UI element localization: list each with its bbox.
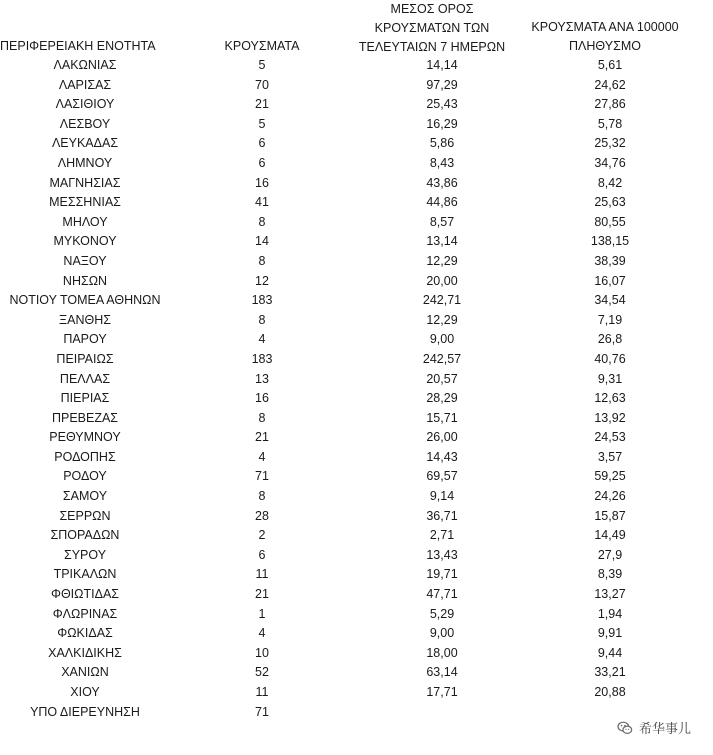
cell-per-100000: 14,49 <box>594 528 626 543</box>
cell-average: 13,43 <box>426 547 458 562</box>
table-row <box>0 507 713 527</box>
table-row <box>0 389 713 409</box>
table-row <box>0 154 713 174</box>
cell-average: 8,43 <box>429 155 455 170</box>
table-row <box>0 232 713 252</box>
cell-region: ΠΑΡΟΥ <box>63 332 107 347</box>
header-average <box>352 0 512 57</box>
cell-cases: 11 <box>255 567 269 582</box>
table-row <box>0 95 713 115</box>
header-average-line3: ΤΕΛΕΥΤΑΙΩΝ 7 ΗΜΕΡΩΝ <box>358 40 506 54</box>
cell-region: ΧΙΟΥ <box>70 685 100 699</box>
cell-per-100000: 13,92 <box>594 410 626 425</box>
cell-per-100000: 138,15 <box>590 234 630 249</box>
cell-cases: 183 <box>251 351 273 366</box>
cell-region: ΛΑΣΙΘΙΟΥ <box>55 97 115 112</box>
header-per-line2: ΠΛΗΘΥΣΜΟ <box>569 39 641 53</box>
cell-region: ΡΕΘΥΜΝΟΥ <box>49 430 121 445</box>
cell-average: 9,00 <box>429 626 455 641</box>
cell-region: ΜΑΓΝΗΣΙΑΣ <box>49 175 121 190</box>
cell-average: 20,57 <box>426 371 458 386</box>
cell-average: 97,29 <box>426 77 458 92</box>
cell-average: 14,14 <box>426 58 458 72</box>
cell-region: ΛΑΚΩΝΙΑΣ <box>53 58 117 72</box>
header-average-line1: ΜΕΣΟΣ ΟΡΟΣ <box>390 2 474 16</box>
cell-average: 242,57 <box>422 351 462 366</box>
cell-per-100000: 59,25 <box>594 469 626 484</box>
cell-cases: 6 <box>258 547 266 562</box>
cell-average: 14,43 <box>426 449 458 464</box>
cell-cases: 5 <box>258 58 266 72</box>
cell-region: ΜΕΣΣΗΝΙΑΣ <box>49 195 121 210</box>
cell-cases: 28 <box>255 508 269 523</box>
cell-average: 69,57 <box>426 469 458 484</box>
table-header <box>0 0 713 56</box>
table-row <box>0 350 713 370</box>
cell-average: 28,29 <box>426 391 458 406</box>
cell-region: ΣΥΡΟΥ <box>63 547 107 562</box>
cell-cases: 71 <box>255 469 269 484</box>
cell-cases: 16 <box>255 175 269 190</box>
cell-region: ΝΟΤΙΟΥ ΤΟΜΕΑ ΑΘΗΝΩΝ <box>9 293 161 308</box>
cell-cases: 6 <box>258 155 266 170</box>
table-row <box>0 409 713 429</box>
table-row <box>0 428 713 448</box>
cell-region: ΧΑΛΚΙΔΙΚΗΣ <box>48 645 122 660</box>
cell-region: ΦΛΩΡΙΝΑΣ <box>52 606 118 621</box>
cell-average: 2,71 <box>429 528 455 543</box>
cell-region: ΡΟΔΟΠΗΣ <box>54 449 116 464</box>
cell-cases: 14 <box>255 234 269 249</box>
cell-cases: 41 <box>255 195 269 210</box>
cell-cases: 11 <box>255 685 269 699</box>
cell-region: ΣΑΜΟΥ <box>62 489 108 504</box>
cell-per-100000: 16,07 <box>594 273 626 288</box>
header-region: ΠΕΡΙΦΕΡΕΙΑΚΗ ΕΝΟΤΗΤΑ <box>0 39 156 53</box>
cell-cases: 21 <box>255 97 269 112</box>
cell-average: 15,71 <box>426 410 458 425</box>
cell-average: 12,29 <box>426 312 458 327</box>
cell-region: ΠΡΕΒΕΖΑΣ <box>51 410 119 425</box>
cell-average: 9,14 <box>429 489 455 504</box>
cell-average: 19,71 <box>426 567 458 582</box>
table-row <box>0 683 713 703</box>
cell-region: ΛΕΥΚΑΔΑΣ <box>51 136 119 151</box>
cell-region: ΠΕΛΛΑΣ <box>59 371 111 386</box>
cell-per-100000: 34,54 <box>594 293 626 308</box>
cell-cases: 21 <box>255 587 269 602</box>
table-row <box>0 663 713 683</box>
cell-region: ΧΑΝΙΩΝ <box>61 665 109 680</box>
table-row <box>0 272 713 292</box>
header-average-line2: ΚΡΟΥΣΜΑΤΩΝ ΤΩΝ <box>374 21 490 35</box>
cell-region: ΡΟΔΟΥ <box>63 469 107 484</box>
cell-per-100000: 9,91 <box>597 626 623 641</box>
cell-region: ΠΕΙΡΑΙΩΣ <box>56 351 114 366</box>
cell-region: ΛΕΣΒΟΥ <box>59 116 111 131</box>
cell-region: ΣΠΟΡΑΔΩΝ <box>50 528 120 543</box>
cell-region: ΝΑΞΟΥ <box>63 253 107 268</box>
cell-per-100000: 27,86 <box>594 97 626 112</box>
cell-per-100000: 26,8 <box>597 332 623 347</box>
cell-per-100000: 20,88 <box>594 685 626 699</box>
table-row <box>0 565 713 585</box>
cell-region: ΞΑΝΘΗΣ <box>59 312 111 327</box>
cell-region: ΣΕΡΡΩΝ <box>59 508 111 523</box>
cell-per-100000: 12,63 <box>594 391 626 406</box>
table-row <box>0 467 713 487</box>
cell-cases: 8 <box>258 214 266 229</box>
cell-average: 12,29 <box>426 253 458 268</box>
cell-region: ΝΗΣΩΝ <box>62 273 108 288</box>
cell-per-100000: 15,87 <box>594 508 626 523</box>
cell-per-100000: 13,27 <box>594 587 626 602</box>
cell-per-100000: 24,62 <box>594 77 626 92</box>
cell-average: 17,71 <box>426 685 458 699</box>
cell-cases: 4 <box>258 626 266 641</box>
cell-per-100000: 8,39 <box>597 567 623 582</box>
cell-region: ΦΘΙΩΤΙΔΑΣ <box>50 587 120 602</box>
cell-per-100000: 1,94 <box>597 606 623 621</box>
cell-cases: 21 <box>255 430 269 445</box>
table-row <box>0 370 713 390</box>
table-row <box>0 624 713 644</box>
table-row <box>0 487 713 507</box>
table-row <box>0 252 713 272</box>
cell-region: ΜΗΛΟΥ <box>62 214 108 229</box>
cell-cases: 70 <box>255 77 269 92</box>
table-row <box>0 291 713 311</box>
cell-cases: 8 <box>258 253 266 268</box>
cell-cases: 2 <box>258 528 266 543</box>
cell-per-100000: 25,32 <box>594 136 626 151</box>
cell-per-100000: 3,57 <box>597 449 623 464</box>
header-cases: ΚΡΟΥΣΜΑΤΑ <box>224 39 300 53</box>
wechat-icon <box>617 720 633 736</box>
table-row <box>0 134 713 154</box>
cell-average: 20,00 <box>426 273 458 288</box>
cell-region: ΜΥΚΟΝΟΥ <box>53 234 117 249</box>
table-row <box>0 311 713 331</box>
cell-average: 242,71 <box>422 293 462 308</box>
cell-per-100000: 34,76 <box>594 155 626 170</box>
table-body <box>0 56 713 722</box>
cell-cases: 5 <box>258 116 266 131</box>
header-per-line1: ΚΡΟΥΣΜΑΤΑ ΑΝΑ 100000 <box>531 20 679 34</box>
cell-average: 5,86 <box>429 136 455 151</box>
cell-average: 18,00 <box>426 645 458 660</box>
cell-per-100000: 33,21 <box>594 665 626 680</box>
cell-cases: 8 <box>258 312 266 327</box>
cell-cases: 4 <box>258 332 266 347</box>
table-row <box>0 115 713 135</box>
table-row <box>0 76 713 96</box>
cell-average: 5,29 <box>429 606 455 621</box>
cell-per-100000: 8,42 <box>597 175 623 190</box>
cell-per-100000: 5,78 <box>597 116 623 131</box>
cell-cases: 8 <box>258 410 266 425</box>
table-row <box>0 703 713 723</box>
cell-average: 9,00 <box>429 332 455 347</box>
header-per-100000 <box>520 18 690 56</box>
cell-cases: 8 <box>258 489 266 504</box>
cell-per-100000: 24,53 <box>594 430 626 445</box>
cell-per-100000: 9,31 <box>597 371 623 386</box>
cell-average: 25,43 <box>426 97 458 112</box>
cell-per-100000: 27,9 <box>597 547 623 562</box>
cell-per-100000: 80,55 <box>594 214 626 229</box>
cell-cases: 4 <box>258 449 266 464</box>
cell-average: 26,00 <box>426 430 458 445</box>
cell-per-100000: 38,39 <box>594 253 626 268</box>
table-row <box>0 546 713 566</box>
table-row <box>0 193 713 213</box>
cell-cases: 6 <box>258 136 266 151</box>
cell-cases: 10 <box>255 645 269 660</box>
cell-average: 8,57 <box>429 214 455 229</box>
table-row <box>0 56 713 76</box>
table-row <box>0 448 713 468</box>
cell-region: ΛΑΡΙΣΑΣ <box>58 77 112 92</box>
cell-average: 36,71 <box>426 508 458 523</box>
cell-average: 47,71 <box>426 587 458 602</box>
cell-per-100000: 25,63 <box>594 195 626 210</box>
cell-cases: 71 <box>255 704 269 719</box>
cell-per-100000: 5,61 <box>597 58 623 72</box>
table-row <box>0 605 713 625</box>
cell-average: 13,14 <box>426 234 458 249</box>
cell-region: ΠΙΕΡΙΑΣ <box>60 391 110 406</box>
watermark <box>617 718 691 737</box>
table-row <box>0 526 713 546</box>
cell-region: ΛΗΜΝΟΥ <box>57 155 113 170</box>
watermark-text: 希华事儿 <box>638 721 691 736</box>
cell-cases: 12 <box>255 273 269 288</box>
cell-region: ΤΡΙΚΑΛΩΝ <box>53 567 117 582</box>
table-row <box>0 213 713 233</box>
cell-per-100000: 9,44 <box>597 645 623 660</box>
cell-region: ΦΩΚΙΔΑΣ <box>57 626 113 641</box>
cell-per-100000: 24,26 <box>594 489 626 504</box>
cell-cases: 16 <box>255 391 269 406</box>
cell-average: 44,86 <box>426 195 458 210</box>
cell-cases: 183 <box>251 293 273 308</box>
cell-cases: 1 <box>258 606 266 621</box>
cell-per-100000: 40,76 <box>594 351 626 366</box>
cell-region: ΥΠΟ ΔΙΕΡΕΥΝΗΣΗ <box>30 704 140 719</box>
table-row <box>0 330 713 350</box>
cell-average: 43,86 <box>426 175 458 190</box>
cell-average: 16,29 <box>426 116 458 131</box>
cell-cases: 52 <box>255 665 269 680</box>
table-row <box>0 585 713 605</box>
table-row <box>0 174 713 194</box>
cell-per-100000: 7,19 <box>597 312 623 327</box>
table-row <box>0 644 713 664</box>
cell-average: 63,14 <box>426 665 458 680</box>
cell-cases: 13 <box>255 371 269 386</box>
